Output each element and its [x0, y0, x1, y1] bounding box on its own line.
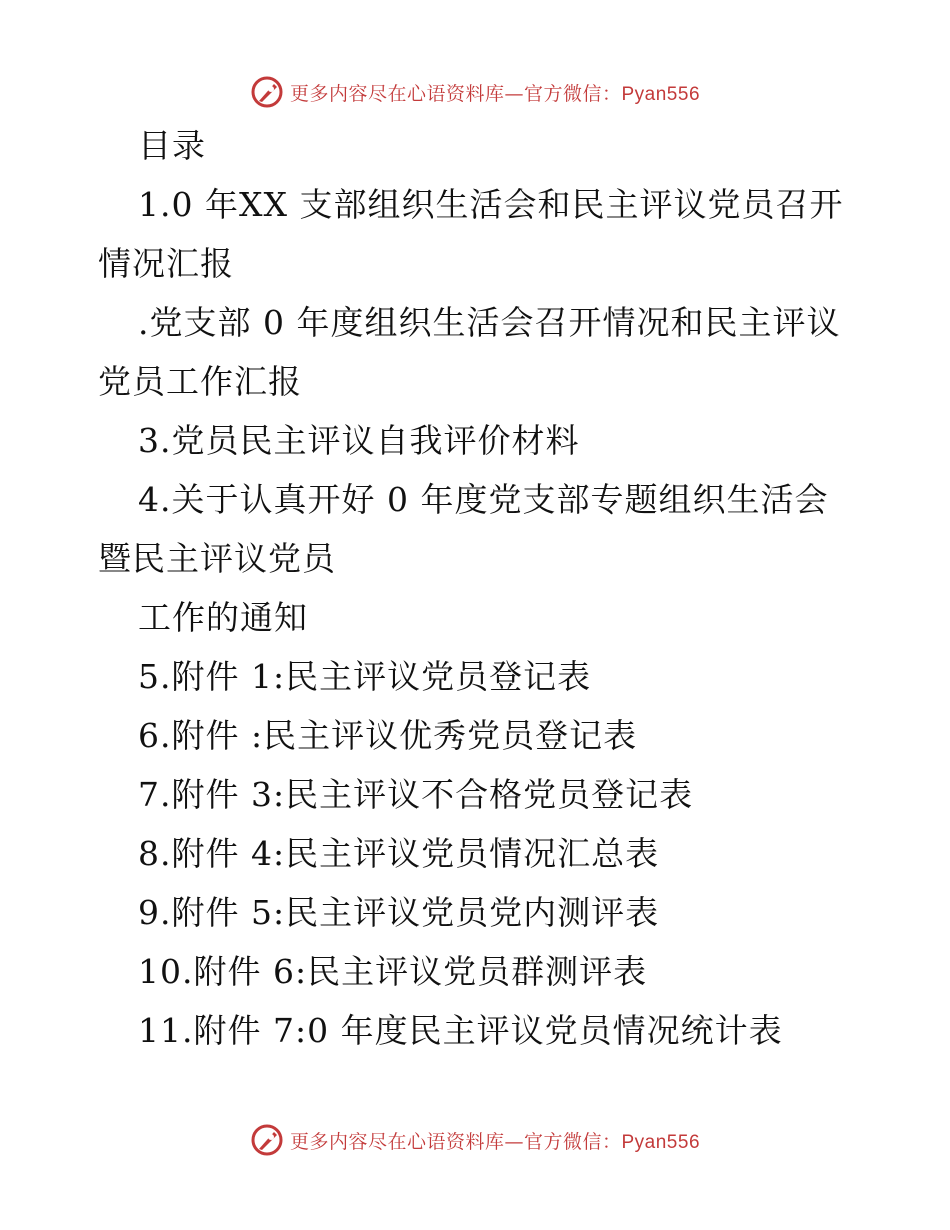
toc-line: .党支部 0 年度组织生活会召开情况和民主评议 — [138, 303, 841, 342]
toc-line: 8.附件 4:民主评议党员情况汇总表 — [138, 834, 660, 873]
quill-logo-icon — [250, 75, 284, 109]
toc-line: 4.关于认真开好 0 年度党支部专题组织生活会 — [138, 480, 829, 519]
toc-line: 7.附件 3:民主评议不合格党员登记表 — [138, 775, 694, 814]
toc-heading: 目录 — [138, 126, 206, 165]
toc-line: 3.党员民主评议自我评价材料 — [138, 421, 580, 460]
toc-line: 党员工作汇报 — [98, 362, 302, 401]
watermark-id: Pyan556 — [621, 1131, 701, 1153]
watermark-text: 更多内容尽在心语资料库—官方微信： — [289, 82, 622, 105]
watermark-text: 更多内容尽在心语资料库—官方微信： — [289, 1130, 622, 1153]
toc-line: 11.附件 7:0 年度民主评议党员情况统计表 — [138, 1011, 783, 1050]
watermark-id: Pyan556 — [621, 83, 701, 105]
watermark-banner-top — [0, 70, 950, 114]
toc-line: 工作的通知 — [138, 598, 308, 637]
toc-line: 5.附件 1:民主评议党员登记表 — [138, 657, 592, 696]
quill-logo-icon — [250, 1123, 284, 1157]
toc-line: 10.附件 6:民主评议党员群测评表 — [138, 952, 648, 991]
toc-line: 暨民主评议党员 — [98, 539, 336, 578]
toc-line: 1.0 年XX 支部组织生活会和民主评议党员召开 — [138, 185, 844, 224]
watermark-banner-bottom — [0, 1118, 950, 1162]
toc-line: 9.附件 5:民主评议党员党内测评表 — [138, 893, 660, 932]
toc-line: 情况汇报 — [98, 244, 234, 283]
toc-line: 6.附件 :民主评议优秀党员登记表 — [138, 716, 638, 755]
